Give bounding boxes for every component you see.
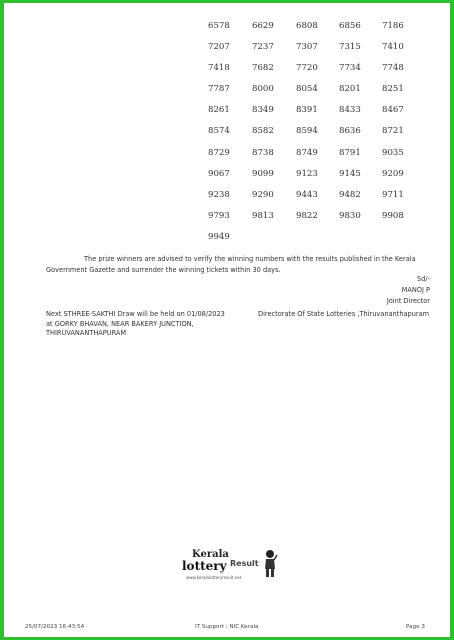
kerala-lottery-result-logo [182,549,282,585]
footer-timestamp: 25/07/2023 16:43:54 [25,624,85,630]
winning-number: 6578 [208,21,230,31]
next-draw-info [46,310,225,339]
winning-number: 8391 [296,105,318,116]
winning-number: 7237 [252,42,274,53]
signature-title: Joint Director [386,297,430,305]
winning-number: 6808 [296,21,318,31]
winning-number: 7418 [208,63,230,74]
winning-number: 9145 [339,168,361,179]
signature-sd: Sd/- [417,275,430,283]
winning-number: 7207 [208,42,230,53]
winning-number: 8349 [252,105,274,116]
mascot-icon [262,549,278,579]
next-draw-line2: at GORKY BHAVAN, NEAR BAKERY JUNCTION, [46,319,194,328]
logo-text-result: Result [230,559,259,568]
winning-number: 8251 [382,84,404,95]
winning-number: 8261 [208,105,230,116]
winning-number: 9813 [252,210,274,221]
winning-number: 9290 [252,189,274,200]
winning-numbers-grid [208,20,422,252]
footer-support: IT Support : NIC Kerala [195,624,259,630]
winning-number: 8729 [208,147,230,158]
directorate-label: Directorate Of State Lotteries ,Thiruvananthapuram [258,310,430,318]
winning-number: 9099 [252,168,274,179]
winner-notice: The prize winners are advised to verify the winning numbers with the results published in the Kerala Government Gazette and surrender the winning tickets within 30 days. [46,255,416,274]
winning-number: 7315 [339,42,361,53]
next-draw-line3: THIRUVANANTHAPURAM [46,329,127,337]
winning-number: 8433 [339,105,361,116]
winning-number: 7186 [382,21,404,31]
footer-page-number: Page 3 [406,624,425,630]
winning-number: 7410 [382,42,404,53]
winning-number: 8582 [252,126,274,137]
winning-number: 9711 [382,189,404,200]
winning-number: 9793 [208,210,230,221]
winning-number: 6629 [252,21,274,31]
winning-number: 8721 [382,126,404,137]
winning-number: 9908 [382,210,404,221]
winning-number: 9822 [296,210,318,221]
document-page [4,3,450,637]
winning-number: 9830 [339,210,361,221]
winning-number: 6856 [339,21,361,31]
winning-number: 7307 [296,42,318,53]
winning-number: 9209 [382,168,404,179]
winning-number: 7787 [208,84,230,95]
winning-number: 9482 [339,189,361,200]
winning-number: 8000 [252,84,274,95]
logo-url: www.keralalotteryresult.net [186,575,242,580]
winning-number: 8574 [208,126,230,137]
winning-number: 7682 [252,63,274,74]
winning-number: 7734 [339,63,361,74]
signature-name: MANOJ P [401,286,430,294]
winning-number: 8201 [339,84,361,95]
winning-number: 9238 [208,189,230,200]
next-draw-line1: Next STHREE-SAKTHI Draw will be held on 01/08/2023 [46,310,225,318]
winning-number: 8791 [339,147,361,158]
winning-number: 9443 [296,189,318,200]
winning-number: 7748 [382,63,404,74]
winning-number: 8749 [296,147,318,158]
winning-number: 8738 [252,147,274,158]
winning-number: 8054 [296,84,318,95]
winning-number: 8594 [296,126,318,137]
winning-number: 9123 [296,168,318,179]
winning-number: 7720 [296,63,318,74]
winning-number: 9949 [208,231,230,242]
logo-text-kerala: Kerala [192,549,229,560]
logo-text-lottery: lottery [182,559,227,573]
winning-number: 9035 [382,147,404,158]
winning-number: 8636 [339,126,361,137]
winning-number: 9067 [208,168,230,179]
winning-number: 8467 [382,105,404,116]
